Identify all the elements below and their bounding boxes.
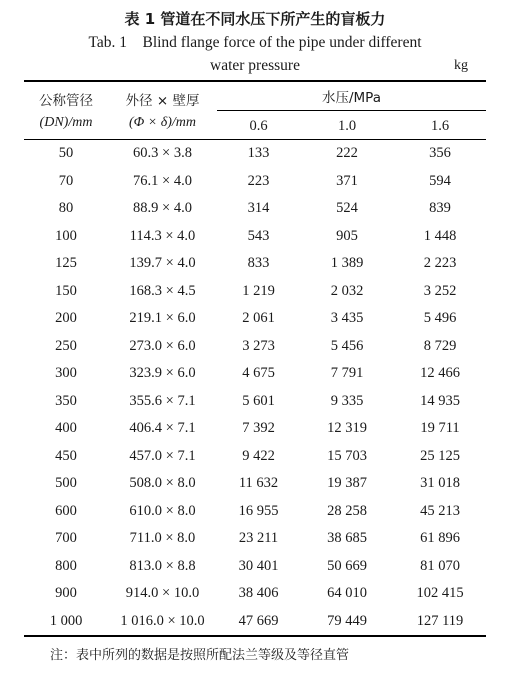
data-table [24, 140, 486, 635]
table-cell: 833 [247, 255, 270, 272]
table-cell: 168.3 × 4.5 [129, 282, 196, 299]
table-cell: 88.9 × 4.0 [133, 200, 192, 217]
table-cell: 60.3 × 3.8 [133, 145, 192, 162]
table-cell: 127 119 [416, 612, 464, 629]
header-dn-unit: (DN)/mm [39, 115, 93, 130]
table-cell: 12 319 [327, 420, 367, 437]
table-cell: 9 422 [242, 447, 275, 464]
table-cell: 38 685 [327, 530, 367, 547]
table-cell: 1 000 [49, 612, 83, 629]
table-cell: 9 335 [330, 392, 364, 409]
table-cell: 219.1 × 6.0 [129, 310, 196, 327]
table-cell: 355.6 × 7.1 [129, 392, 196, 409]
table-cell: 500 [55, 475, 77, 492]
table-cell: 222 [336, 145, 358, 162]
table-cell: 314 [247, 200, 270, 217]
table-cell: 79 449 [327, 612, 367, 629]
header-pressure-2: 1.6 [430, 118, 450, 134]
table-cell: 2 061 [242, 310, 275, 327]
table-row [24, 333, 486, 361]
table-cell: 31 018 [420, 475, 460, 492]
table-cell: 47 669 [238, 612, 279, 629]
table-cell: 5 456 [330, 337, 364, 354]
table-cell: 450 [55, 447, 77, 464]
table-cell: 524 [336, 200, 358, 217]
table-cell: 2 223 [423, 255, 457, 272]
table-cell: 139.7 × 4.0 [129, 255, 196, 272]
table-cell: 8 729 [423, 337, 457, 354]
table-cell: 711.0 × 8.0 [129, 530, 196, 547]
header-dn-label: 公称管径 [39, 93, 93, 109]
table-cell: 125 [55, 255, 77, 272]
table-row [24, 223, 486, 251]
table-cell: 50 [58, 145, 74, 162]
table-cell: 1 448 [423, 227, 457, 244]
table-title-cn: 表 1 管道在不同水压下所产生的盲板力 [124, 10, 386, 28]
table-cell: 76.1 × 4.0 [133, 172, 192, 189]
table-cell: 45 213 [420, 502, 460, 519]
table-cell: 3 252 [423, 282, 457, 299]
table-cell: 300 [55, 365, 77, 382]
table-cell: 15 703 [327, 447, 367, 464]
table-cell: 11 632 [238, 475, 279, 492]
table-cell: 100 [55, 227, 77, 244]
table-cell: 543 [247, 227, 270, 244]
table-cell: 508.0 × 8.0 [129, 475, 196, 492]
table-row [24, 360, 486, 388]
table-cell: 80 [58, 200, 74, 217]
table-cell: 23 211 [238, 530, 279, 547]
table-cell: 4 675 [242, 365, 275, 382]
unit-label: kg [454, 58, 468, 73]
table-cell: 223 [247, 172, 270, 189]
header-od [108, 90, 217, 134]
header-pressure-1: 1.0 [337, 118, 357, 134]
table-cell: 28 258 [327, 502, 367, 519]
table-cell: 350 [55, 392, 77, 409]
table-cell: 114.3 × 4.0 [129, 227, 196, 244]
table-cell: 371 [336, 172, 358, 189]
table-cell: 7 392 [242, 420, 275, 437]
table-cell: 3 435 [330, 310, 364, 327]
table-cell: 356 [429, 145, 451, 162]
table-cell: 900 [55, 585, 77, 602]
table-row [24, 305, 486, 333]
table-cell: 19 387 [327, 475, 367, 492]
table-row [24, 443, 486, 471]
table-row [24, 525, 486, 553]
table-cell: 102 415 [416, 585, 464, 602]
table-row [24, 608, 486, 636]
table-cell: 19 711 [420, 420, 460, 437]
table-cell: 3 273 [242, 337, 275, 354]
table-cell: 61 896 [420, 530, 460, 547]
top-rule [24, 80, 486, 82]
table-cell: 38 406 [238, 585, 279, 602]
table-cell: 5 496 [423, 310, 457, 327]
table-cell: 14 935 [420, 392, 460, 409]
table-row [24, 470, 486, 498]
table-cell: 30 401 [238, 557, 279, 574]
table-cell: 250 [55, 337, 77, 354]
table-row [24, 498, 486, 526]
table-row [24, 553, 486, 581]
header-dn [24, 90, 108, 134]
header-sub-rule [217, 110, 486, 111]
table-cell: 406.4 × 7.1 [129, 420, 196, 437]
table-row [24, 140, 486, 168]
table-cell: 1 219 [242, 282, 275, 299]
table-cell: 50 669 [327, 557, 367, 574]
table-cell: 400 [55, 420, 77, 437]
table-cell: 839 [429, 200, 451, 217]
table-cell: 133 [247, 145, 270, 162]
table-cell: 905 [336, 227, 358, 244]
table-cell: 594 [429, 172, 451, 189]
table-title-en: Tab. 1 Blind flange force of the pipe under different [88, 34, 422, 51]
table-note: 注：表中所列的数据是按照所配法兰等级及等径直管 [50, 648, 350, 663]
table-cell: 273.0 × 6.0 [129, 337, 196, 354]
header-od-label: 外径 × 壁厚 [125, 93, 200, 109]
table-cell: 7 791 [330, 365, 364, 382]
table-cell: 914.0 × 10.0 [125, 585, 200, 602]
table-cell: 2 032 [330, 282, 364, 299]
table-cell: 323.9 × 6.0 [129, 365, 196, 382]
table-cell: 64 010 [327, 585, 367, 602]
table-row [24, 388, 486, 416]
table-cell: 700 [55, 530, 77, 547]
table-row [24, 415, 486, 443]
table-body [24, 140, 486, 635]
table-cell: 25 125 [420, 447, 460, 464]
header-od-unit: (Φ × δ)/mm [128, 115, 197, 130]
header-pressure-0: 0.6 [249, 118, 268, 134]
bottom-rule [24, 635, 486, 637]
table-cell: 150 [55, 282, 77, 299]
table-row [24, 168, 486, 196]
table-cell: 800 [55, 557, 77, 574]
table-cell: 1 016.0 × 10.0 [120, 612, 205, 629]
table-row [24, 278, 486, 306]
table-cell: 1 389 [330, 255, 364, 272]
table-row [24, 250, 486, 278]
table-cell: 16 955 [238, 502, 279, 519]
table-cell: 457.0 × 7.1 [129, 447, 196, 464]
table-row [24, 580, 486, 608]
table-cell: 70 [58, 172, 74, 189]
table-cell: 610.0 × 8.0 [129, 502, 196, 519]
table-row [24, 195, 486, 223]
header-water-pressure: 水压/MPa [321, 90, 381, 106]
table-cell: 813.0 × 8.8 [129, 557, 196, 574]
table-cell: 81 070 [420, 557, 460, 574]
table-cell: 600 [55, 502, 77, 519]
table-cell: 12 466 [420, 365, 460, 382]
table-cell: 5 601 [242, 392, 275, 409]
table-title-en-line2: water pressure [210, 57, 300, 74]
table-cell: 200 [55, 310, 77, 327]
